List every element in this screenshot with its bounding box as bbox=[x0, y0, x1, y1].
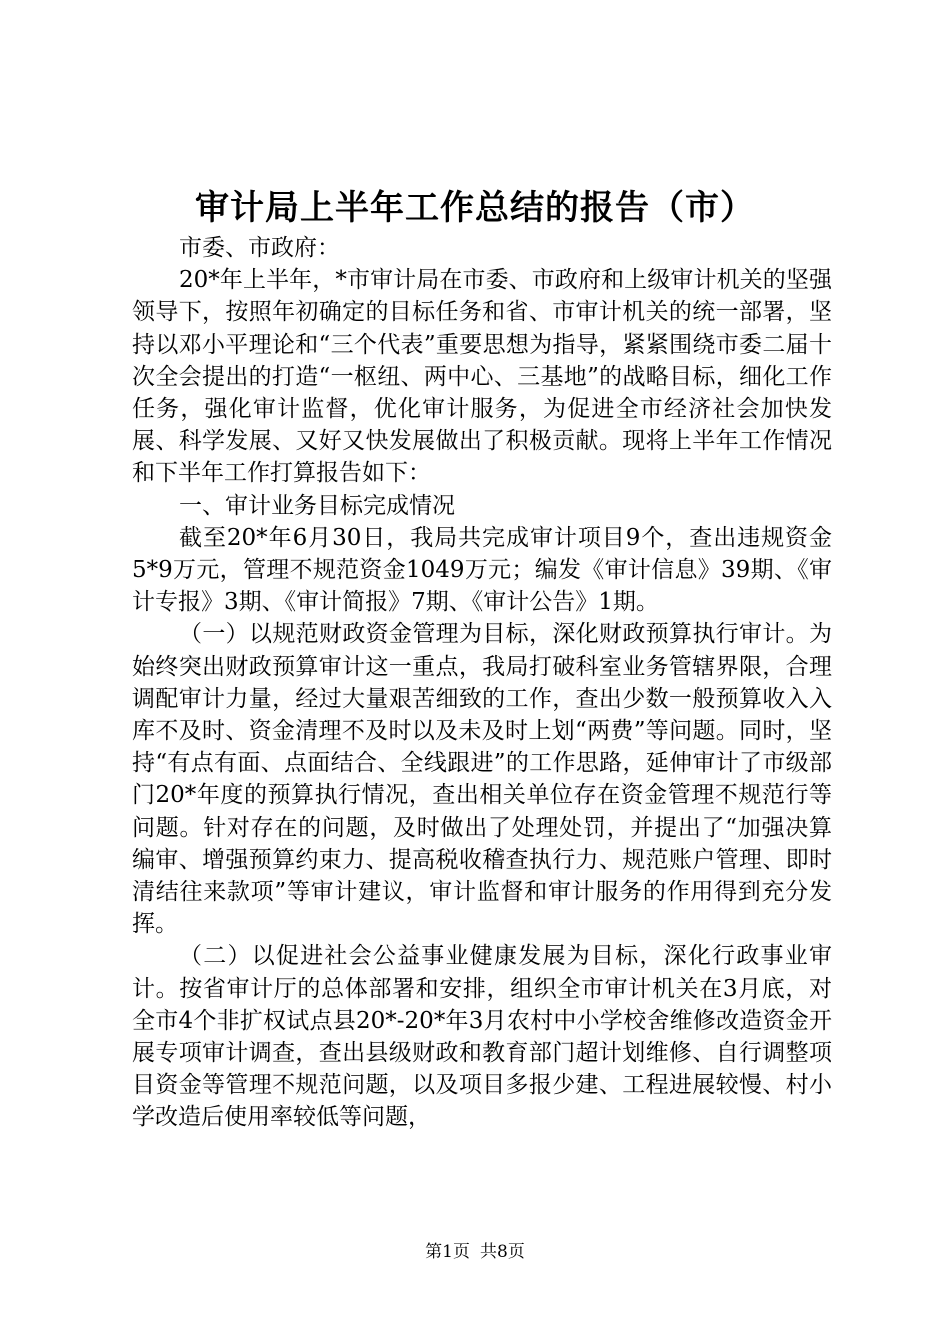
salutation: 市委、市政府： bbox=[179, 235, 340, 261]
paragraph-item-1: （一）以规范财政资金管理为目标，深化财政预算执行审计。为始终突出财政预算审计这一重点，我局打破科室业务管辖界限，合理调配审计力量，经过大量艰苦细致的工作，查出少数一般预算收入入库不及时、资金清理不及时以及未及时上划“两费”等问题。同时，坚持“有点有面、点面结合、全线跟进”的工作思路，延伸审计了市级部门20*年度的预算执行情况，查出相关单位存在资金管理不规范行等问题。针对存在的问题，及时做出了处理处罚，并提出了“加强决算编审、增强预算约束力、提高税收稽查执行力、规范账户管理、即时清结往来款项”等审计建议，审计监督和审计服务的作用得到充分发挥。 bbox=[132, 621, 832, 938]
paragraph-intro: 20*年上半年，*市审计局在市委、市政府和上级审计机关的坚强领导下，按照年初确定的目标任务和省、市审计机关的统一部署，坚持以邓小平理论和“三个代表”重要思想为指导，紧紧围绕市委二届十次全会提出的打造“一枢纽、两中心、三基地”的战略目标，细化工作任务，强化审计监督，优化审计服务，为促进全市经济社会加快发展、科学发展、又好又快发展做出了积极贡献。现将上半年工作情况和下半年工作打算报告如下： bbox=[132, 267, 832, 487]
page-footer bbox=[0, 1241, 950, 1263]
section-heading: 一、审计业务目标完成情况 bbox=[179, 492, 455, 519]
page-number: 第1页 bbox=[425, 1242, 470, 1262]
document-body bbox=[132, 232, 832, 1134]
document-title: 审计局上半年工作总结的报告（市） bbox=[195, 188, 755, 228]
paragraph-summary: 截至20*年6月30日，我局共完成审计项目9个，查出违规资金5*9万元，管理不规范资金1049万元；编发《审计信息》39期、《审计专报》3期、《审计简报》7期、《审计公告》1期。 bbox=[132, 524, 832, 616]
page-total: 共8页 bbox=[480, 1242, 525, 1262]
paragraph-item-2: （二）以促进社会公益事业健康发展为目标，深化行政事业审计。按省审计厅的总体部署和安排，组织全市审计机关在3月底，对全市4个非扩权试点县20*-20*年3月农村中小学校舍维修改造资金开展专项审计调查，查出县级财政和教育部门超计划维修、自行调整项目资金等管理不规范问题，以及项目多报少建、工程进展较慢、村小学改造后使用率较低等问题， bbox=[132, 943, 832, 1131]
